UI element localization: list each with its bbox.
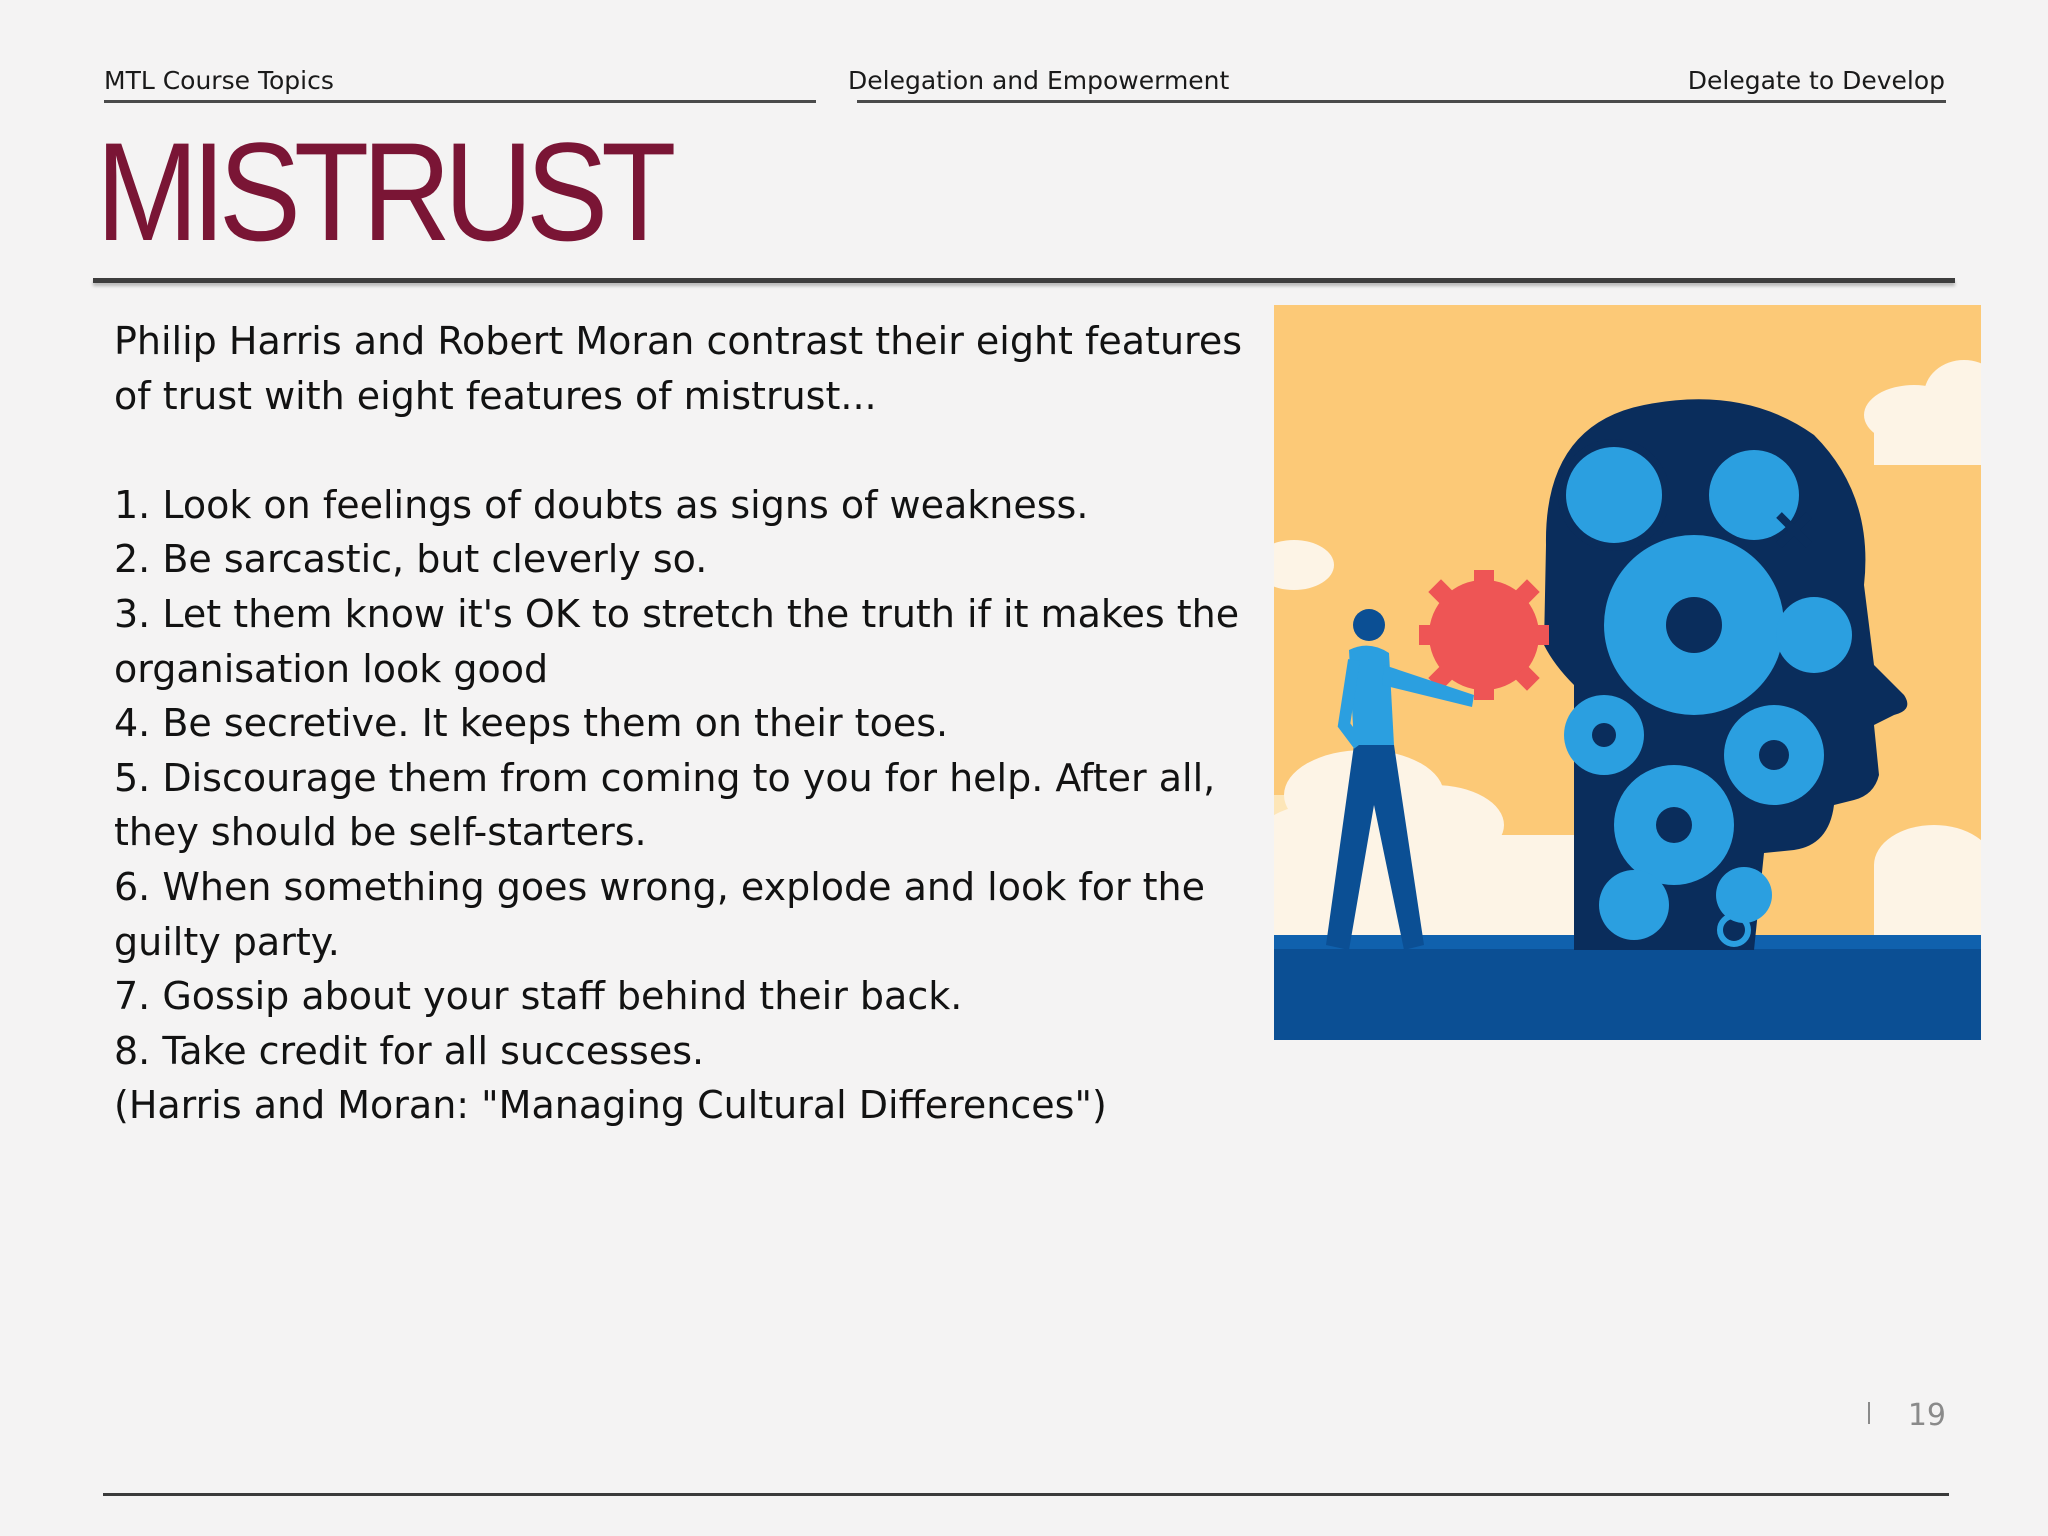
list-item: 7. Gossip about your staff behind their back. <box>114 974 963 1019</box>
header-divider-left <box>104 100 816 103</box>
list-item: 2. Be sarcastic, but cleverly so. <box>114 537 708 582</box>
page-number: 19 <box>1907 1398 1946 1433</box>
list-item: 4. Be secretive. It keeps them on their toes. <box>114 701 949 746</box>
header-subsection-title: Delegate to Develop <box>1687 66 1945 95</box>
intro-line: of trust with eight features of mistrust... <box>114 373 877 418</box>
list-item: organisation look good <box>114 646 549 691</box>
header-course-topics: MTL Course Topics <box>104 66 334 95</box>
citation: (Harris and Moran: "Managing Cultural Differences") <box>114 1083 1107 1128</box>
header-section-title: Delegation and Empowerment <box>848 66 1230 95</box>
list-item: 5. Discourage them from coming to you for help. After all, <box>114 755 1216 800</box>
head-of-gears-illustration <box>1274 305 1981 1040</box>
title-underline <box>93 278 1955 283</box>
list-item: 3. Let them know it's OK to stretch the truth if it makes the <box>114 591 1240 636</box>
list-item: they should be self-starters. <box>114 810 647 855</box>
list-item: guilty party. <box>114 919 340 964</box>
header-divider-right <box>857 100 1946 103</box>
list-item: 1. Look on feelings of doubts as signs of weakness. <box>114 482 1089 527</box>
intro-line: Philip Harris and Robert Moran contrast their eight features <box>114 319 1243 363</box>
footer-separator <box>1868 1402 1870 1424</box>
list-item: 8. Take credit for all successes. <box>114 1028 705 1073</box>
red-gear-icon <box>1419 570 1549 700</box>
footer-divider <box>103 1493 1949 1496</box>
slide-body <box>114 314 1244 1133</box>
list-item: 6. When something goes wrong, explode and look for the <box>114 864 1206 909</box>
slide-title: MISTRUST <box>96 113 670 270</box>
paragraph-spacer <box>114 423 1244 478</box>
